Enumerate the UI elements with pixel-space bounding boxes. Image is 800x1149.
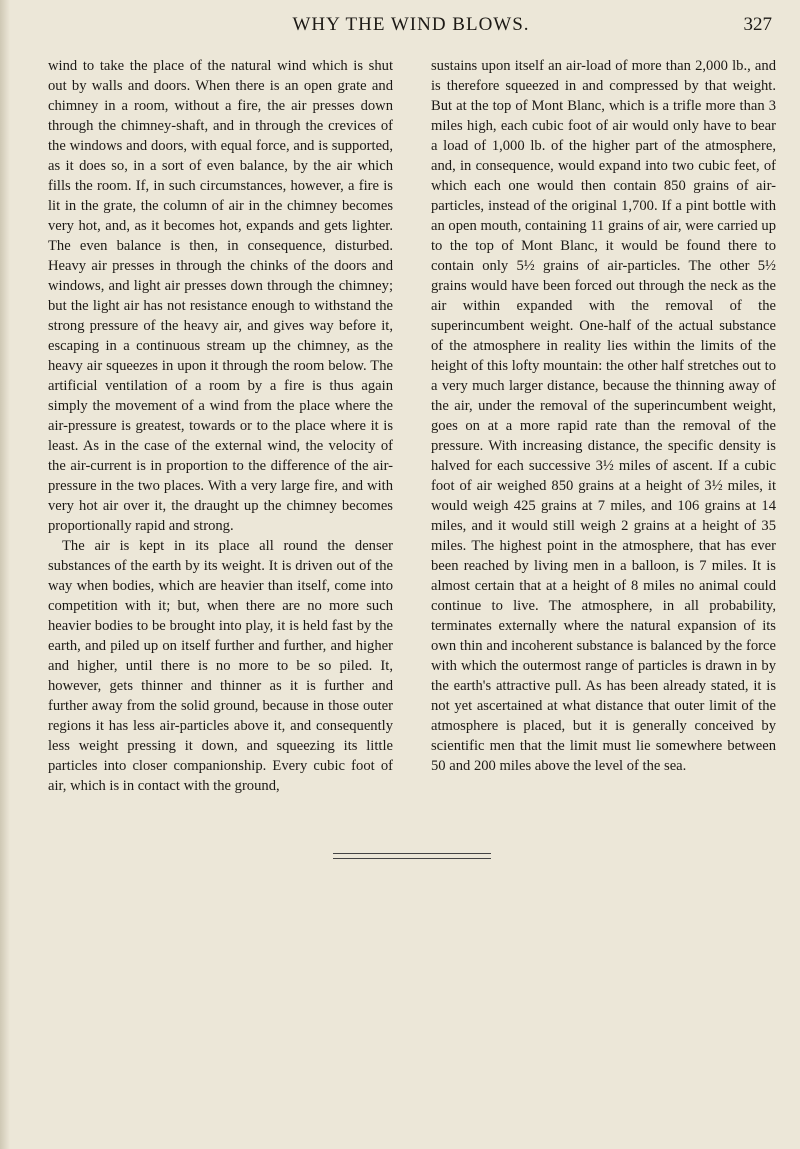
page-number: 327 <box>743 14 772 35</box>
page-header <box>50 12 772 42</box>
text-columns <box>48 56 776 796</box>
section-end-rule <box>333 853 491 859</box>
running-head: WHY THE WIND BLOWS. <box>292 14 530 35</box>
right-column <box>431 56 776 796</box>
paragraph: wind to take the place of the natural wind which is shut out by walls and doors. When there is an open grate and chimney in a room, without a fire, the air presses down through the chimney-shaft, and in through the crevices of the windows and doors, with equal force, and is supported, as it does so, in a sort of even balance, by the air which fills the room. If, in such circumstances, however, a fire is lit in the grate, the column of air in the chimney becomes very hot, and, as it becomes hot, expands and gets lighter. The even balance is then, in consequence, disturbed. Heavy air presses in through the chinks of the doors and windows, and light air presses down through the chimney; but the light air has not resistance enough to withstand the strong pressure of the heavy air, and gives way before it, escaping in a continuous stream up the chimney, as the heavy air squeezes in upon it through the room below. The artificial ventilation of a room by a fire is thus again simply the movement of a wind from the place where the air-pressure is greatest, towards or to the place where it is least. As in the case of the external wind, the velocity of the air-current is in proportion to the difference of the air-pressure in the two places. With a very large fire, and with very hot air over it, the draught up the chimney becomes proportionally rapid and strong. <box>48 58 393 534</box>
paragraph: The air is kept in its place all round the denser substances of the earth by its weight. It is driven out of the way when bodies, which are heavier than itself, come into competition with it; but, when there are no more such heavier bodies to be brought into play, it is held fast by the earth, and piled up on itself further and further, and higher and higher, until there is no more to be so piled. It, however, gets thinner and thinner as it is further and further away from the solid ground, because in those outer regions it has less air-particles above it, and consequently less weight pressing it down, and squeezing its little particles into closer companionship. Every cubic foot of air, which is in contact with the ground, <box>48 538 393 794</box>
left-column <box>48 56 393 796</box>
paragraph: sustains upon itself an air-load of more than 2,000 lb., and is therefore squeezed in and compressed by that weight. But at the top of Mont Blanc, which is a trifle more than 3 miles high, each cubic foot of air would only have to bear a load of 1,000 lb. of the higher part of the atmosphere, and, in consequence, would expand into two cubic feet, of which each one would then contain 850 grains of air-particles, instead of the original 1,700. If a pint bottle with an open mouth, containing 11 grains of air, were carried up to the top of Mont Blanc, it would be found there to contain only 5½ grains of air-particles. The other 5½ grains would have been forced out through the neck as the air within expanded with the removal of the superincumbent weight. One-half of the actual substance of the atmosphere in reality lies within the limits of the height of this lofty mountain: the other half stretches out to a very much larger distance, because the thinning away of the air, under the removal of the superincumbent weight, goes on at a more rapid rate than the removal of the pressure. With increasing distance, the specific density is halved for each successive 3½ miles of ascent. If a cubic foot of air weighed 850 grains at a height of 3½ miles, it would weigh 425 grains at 7 miles, and 106 grains at 14 miles, and it would still weigh 2 grains at a height of 35 miles. The highest point in the atmosphere, that has ever been reached by living men in a balloon, is 7 miles. It is almost certain that at a height of 8 miles no animal could continue to live. The atmosphere, in all probability, terminates externally where the natural expansion of its own thin and incoherent substance is balanced by the force with which the outermost range of particles is drawn in by the earth's attractive pull. As has been already stated, it is not yet ascertained at what distance that outer limit of the atmosphere is placed, but it is generally conceived by scientific men that the limit must lie somewhere between 50 and 200 miles above the level of the sea. <box>431 58 776 774</box>
binding-gutter <box>0 0 10 1149</box>
